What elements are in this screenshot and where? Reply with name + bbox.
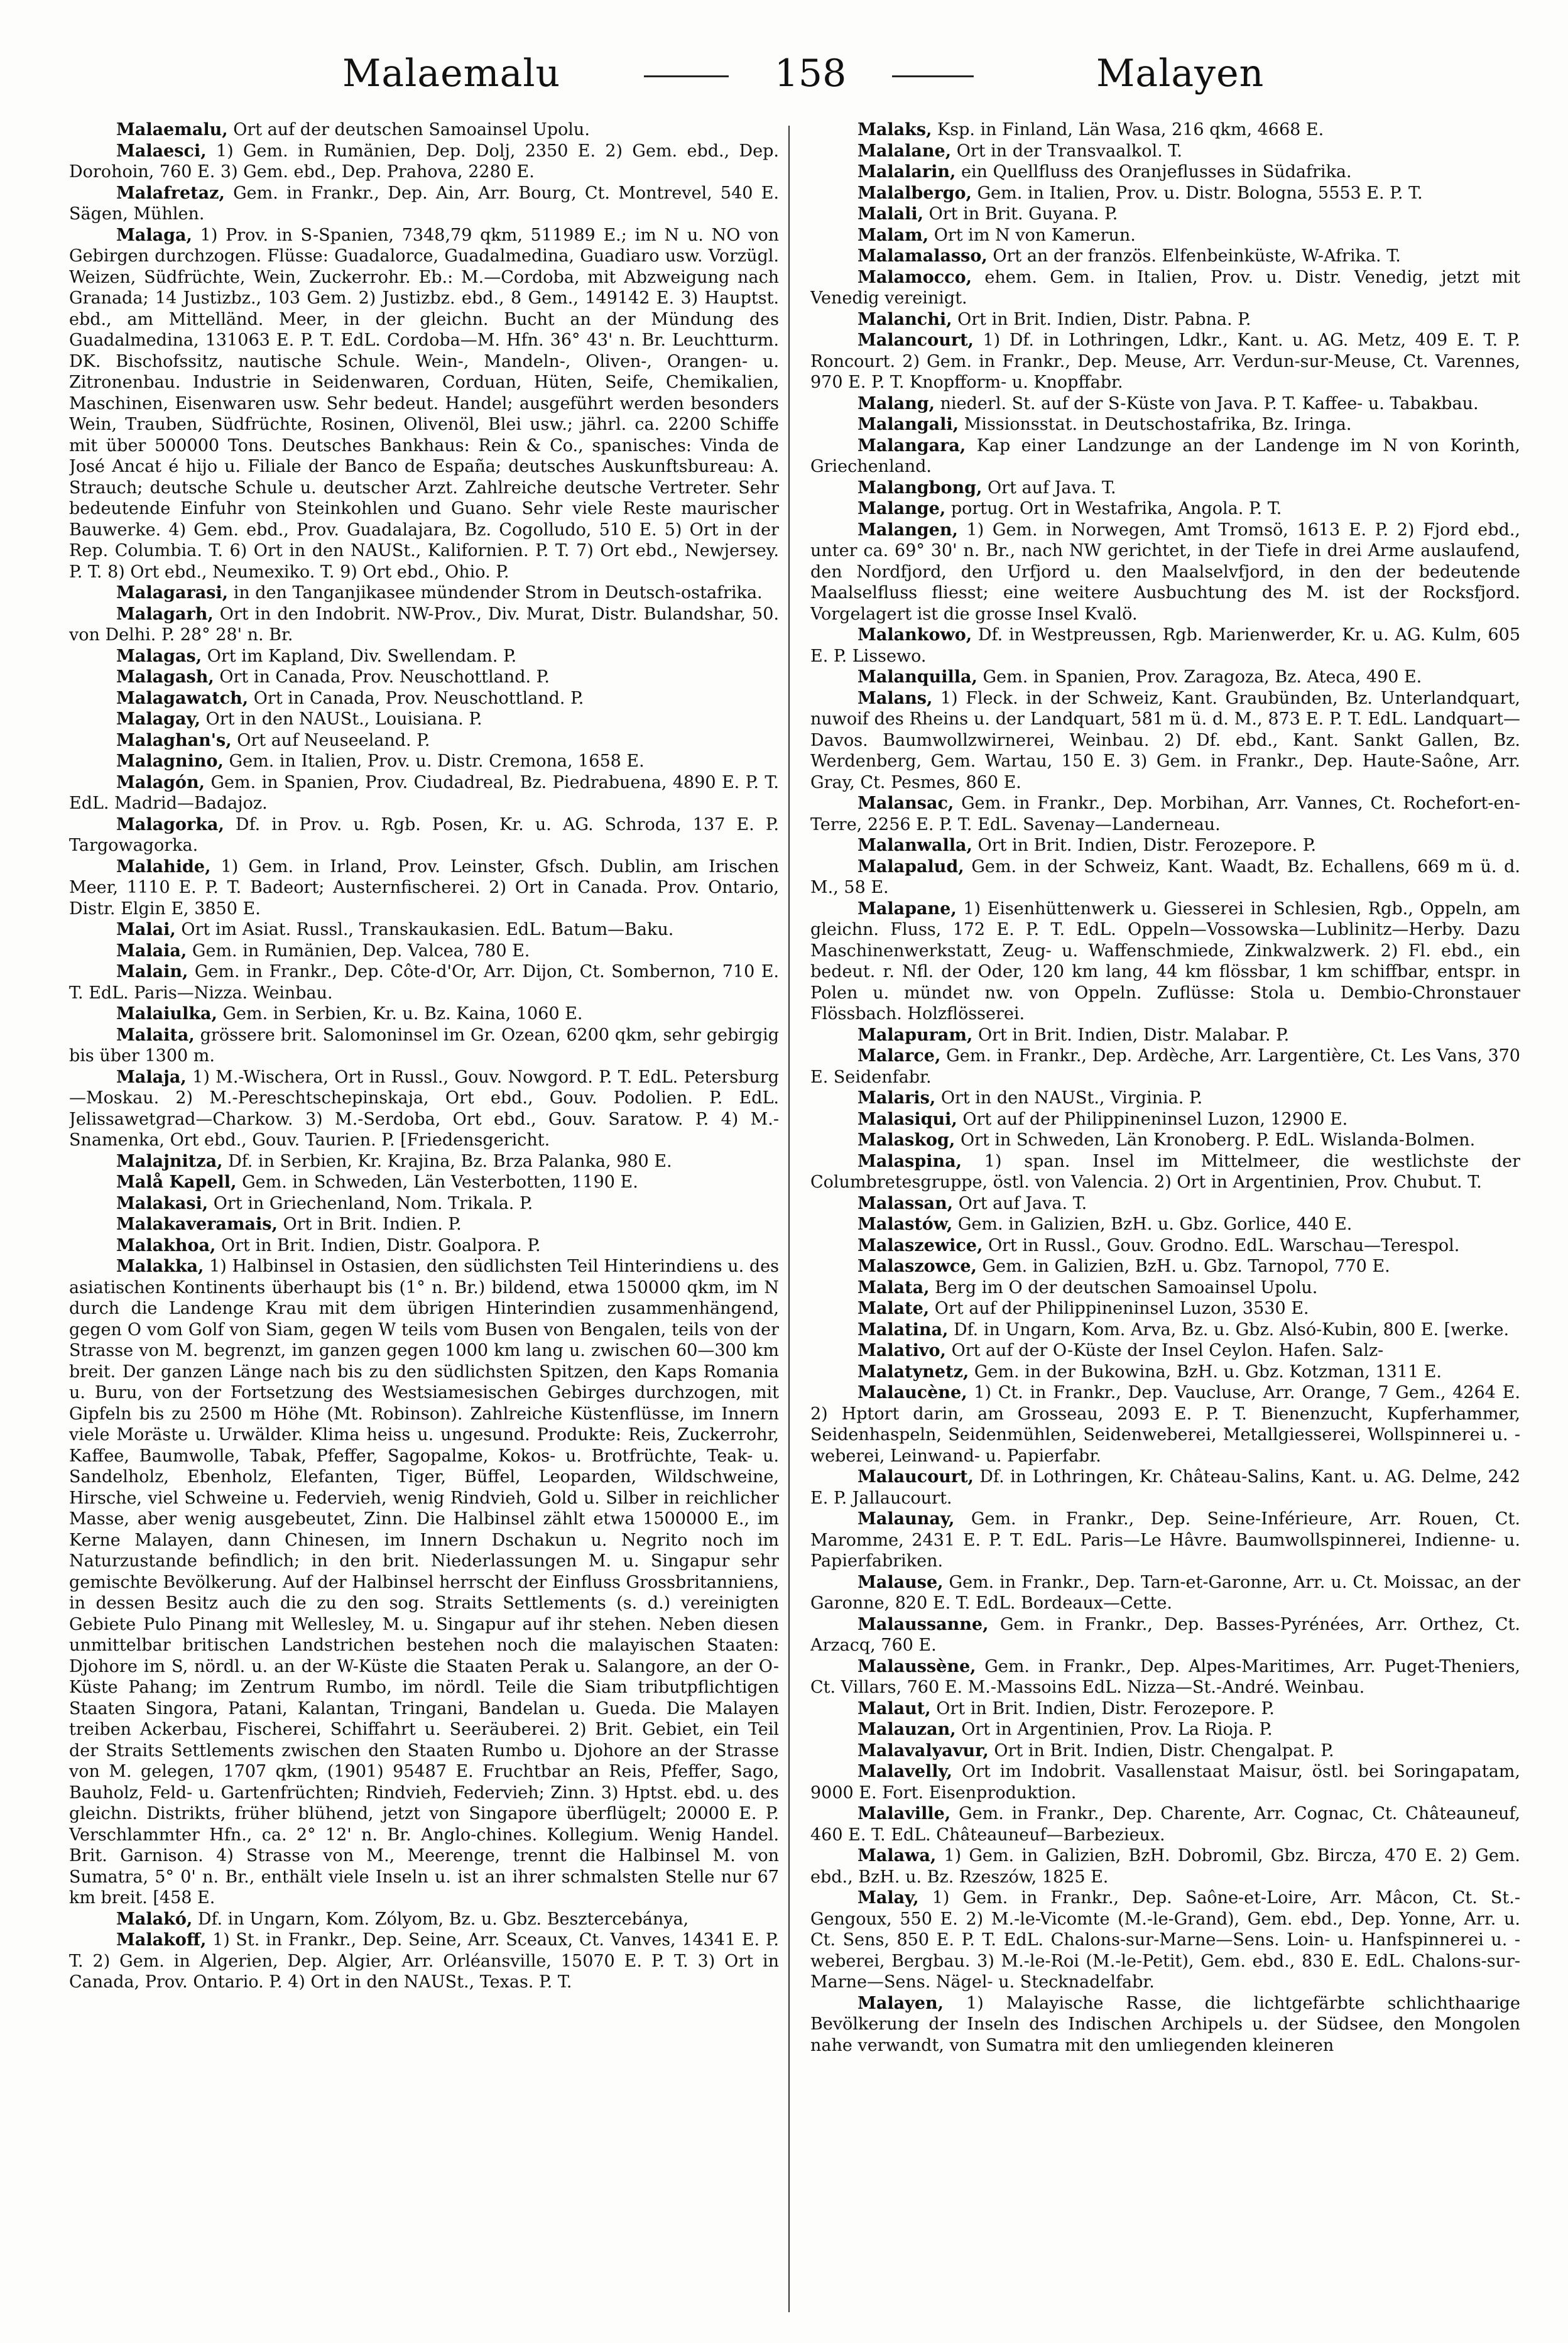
entry-headword: Malaiulka, bbox=[116, 1004, 217, 1024]
entry-text: Ort im Indobrit. Vasallenstaat Maisur, östl. bei Soringapatam, 9000 E. Fort. Eisenproduktion. bbox=[810, 1762, 1520, 1803]
dictionary-entry bbox=[69, 1003, 779, 1025]
page-header bbox=[0, 39, 1568, 108]
entry-text: Ort in Schweden, Län Kronoberg. P. EdL. Wislanda-Bolmen. bbox=[960, 1130, 1476, 1150]
entry-text: niederl. St. auf der S-Küste von Java. P. T. Kaffee- u. Tabakbau. bbox=[940, 393, 1479, 413]
entry-headword: Malaussanne, bbox=[858, 1614, 989, 1634]
entry-text: Ort auf Java. T. bbox=[958, 1193, 1087, 1213]
entry-text: Ort in Griechenland, Nom. Trikala. P. bbox=[213, 1193, 533, 1213]
entry-text: Ort in Canada, Prov. Neuschottland. P. bbox=[219, 667, 550, 687]
entry-text: Gem. in Frankr., Dep. Tarn-et-Garonne, Arr. u. Ct. Moissac, an der Garonne, 820 E. T. EdL. Bordeaux—Cette. bbox=[810, 1572, 1520, 1613]
entry-text: Ort in Brit. Indien, Distr. Chengalpat. P. bbox=[994, 1740, 1334, 1761]
dictionary-entry bbox=[810, 1887, 1520, 1993]
dictionary-entry bbox=[810, 1761, 1520, 1803]
dictionary-entry bbox=[810, 1572, 1520, 1614]
dictionary-entry bbox=[810, 246, 1520, 267]
entry-headword: Malatina, bbox=[858, 1319, 949, 1340]
entry-headword: Malaszowce, bbox=[858, 1257, 977, 1276]
entry-headword: Malalbergo, bbox=[858, 183, 972, 203]
entry-text: Df. in Ungarn, Kom. Arva, Bz. u. Gbz. Alsó-Kubin, 800 E. [werke. bbox=[953, 1319, 1510, 1340]
entry-headword: Malagnino, bbox=[116, 751, 224, 771]
column-divider bbox=[788, 126, 790, 2312]
entry-text: in den Tanganjikasee mündender Strom in Deutsch-ostafrika. bbox=[233, 583, 763, 603]
dictionary-entry bbox=[69, 688, 779, 709]
dictionary-entry bbox=[810, 435, 1520, 478]
entry-text: 1) Gem. in Norwegen, Amt Tromsö, 1613 E. P. 2) Fjord ebd., unter ca. 69° 30' n. Br., nach NW gerichtet, in der Tiefe in drei Arme auslaufend, den Nordfjord, den Urfjord u. den Maalselvfjord, in den der bedeutende Maalselfluss fliesst; eine weitere Ausbuchtung des M. ist der Rocksfjord. Vorgelagert ist die grosse Insel Kvalö. bbox=[810, 520, 1520, 624]
entry-headword: Malaita, bbox=[116, 1025, 195, 1045]
entry-text: 1) Fleck. in der Schweiz, Kant. Graubünden, Bz. Unterlandquart, nuwoif des Rheins u. der Landquart, 581 m ü. d. M., 873 E. P. T. EdL. Landquart—Davos. Baumwollzwirnerei, Weinbau. 2) Df. ebd., Kant. Sankt Gallen, Bz. Werdenberg, Gem. Wartau, 150 E. 3) Gem. in Frankr., Dep. Haute-Saône, Arr. Gray, Ct. Pesmes, 860 E. bbox=[810, 688, 1520, 792]
dictionary-entry bbox=[69, 667, 779, 688]
dictionary-entry bbox=[810, 1614, 1520, 1656]
dictionary-entry bbox=[810, 688, 1520, 794]
entry-headword: Malassan, bbox=[858, 1193, 954, 1213]
entry-headword: Malakka, bbox=[116, 1257, 204, 1276]
dictionary-entry bbox=[810, 1803, 1520, 1845]
entry-headword: Malai, bbox=[116, 920, 176, 939]
entry-text: Ort in Brit. Indien, Distr. Goalpora. P. bbox=[220, 1235, 541, 1255]
dictionary-entry bbox=[810, 309, 1520, 330]
dictionary-entry bbox=[810, 141, 1520, 162]
entry-text: Ort in Brit. Guyana. P. bbox=[928, 204, 1118, 224]
entry-headword: Malaja, bbox=[116, 1067, 187, 1087]
entry-headword: Malangbong, bbox=[858, 478, 983, 498]
entry-headword: Malaskog, bbox=[858, 1130, 956, 1150]
entry-text: Gem. in Rumänien, Dep. Valcea, 780 E. bbox=[192, 941, 530, 961]
entry-text: 1) Df. in Lothringen, Ldkr., Kant. u. AG. Metz, 409 E. T. P. Roncourt. 2) Gem. in Frankr., Dep. Meuse, Arr. Verdun-sur-Meuse, Ct. Varennes, 970 E. P. T. Knopfform- u. Knopffabr. bbox=[810, 330, 1520, 392]
dictionary-entry bbox=[810, 520, 1520, 625]
dictionary-entry bbox=[810, 1298, 1520, 1319]
entry-headword: Malavelly, bbox=[858, 1762, 953, 1781]
entry-headword: Malanquilla, bbox=[858, 667, 977, 687]
entry-headword: Malapane, bbox=[858, 898, 957, 919]
dictionary-entry bbox=[69, 582, 779, 604]
entry-text: Ort in den NAUSt., Louisiana. P. bbox=[205, 709, 482, 729]
entry-headword: Malaris, bbox=[858, 1088, 936, 1108]
entry-text: Ort in Brit. Indien. P. bbox=[283, 1215, 462, 1234]
entry-headword: Malam, bbox=[858, 225, 929, 245]
entry-text: Berg im O der deutschen Samoainsel Upolu. bbox=[935, 1277, 1318, 1297]
entry-text: 1) Gem. in Irland, Prov. Leinster, Gfsch. Dublin, am Irischen Meer, 1110 E. P. T. Badeort; Austernfischerei. 2) Ort in Canada. Prov. Ontario, Distr. Elgin E, 3850 E. bbox=[69, 856, 779, 919]
entry-text: 1) Eisenhüttenwerk u. Giesserei in Schlesien, Rgb., Oppeln, am gleichn. Fluss, 172 E. P. T. EdL. Oppeln—Vossowska—Lublinitz—Herby. Dazu Maschinenwerkstatt, Zeug- u. Waffenschmiede, Zinkwalzwerk. 2) Fl. ebd., ein bedeut. r. Nfl. der Oder, 120 km lang, 44 km flössbar, 1 km schiffbar, entspr. in Polen u. mündet nw. von Oppeln. Zuflüsse: Stola u. Dembio-Chronstauer Flössbach. Holzflösserei. bbox=[810, 898, 1520, 1024]
dictionary-entry bbox=[810, 793, 1520, 835]
entry-text: Gem. in Frankr., Dep. Ain, Arr. Bourg, Ct. Montrevel, 540 E. Sägen, Mühlen. bbox=[69, 183, 779, 224]
entry-headword: Malange, bbox=[858, 499, 946, 518]
dictionary-entry bbox=[69, 772, 779, 814]
entry-text: Ort auf Java. T. bbox=[988, 478, 1116, 498]
entry-text: 1) St. in Frankr., Dep. Seine, Arr. Sceaux, Ct. Vanves, 14341 E. P. T. 2) Gem. in Algerien, Dep. Algier, Arr. Orléansville, 15070 E. P. T. 3) Ort in Canada, Prov. Ontario. P. 4) Ort in den NAUSt., Texas. P. T. bbox=[69, 1930, 779, 1992]
entry-text: Gem. in der Schweiz, Kant. Waadt, Bz. Echallens, 669 m ü. d. M., 58 E. bbox=[810, 856, 1520, 897]
dictionary-entry bbox=[810, 1719, 1520, 1740]
dictionary-entry bbox=[69, 730, 779, 751]
dictionary-entry bbox=[69, 709, 779, 730]
entry-text: Ort auf der Philippineninsel Luzon, 3530 E. bbox=[934, 1299, 1309, 1318]
entry-headword: Malakasi, bbox=[116, 1193, 209, 1213]
header-rule-left bbox=[644, 75, 729, 77]
entry-text: Ort im Asiat. Russl., Transkaukasien. EdL. Batum—Baku. bbox=[181, 920, 674, 939]
dictionary-entry bbox=[810, 1046, 1520, 1088]
entry-headword: Malakó, bbox=[116, 1909, 193, 1929]
dictionary-entry bbox=[810, 478, 1520, 499]
entry-text: Ksp. in Finland, Län Wasa, 216 qkm, 4668 E. bbox=[937, 120, 1324, 139]
entry-text: Ort auf der Philippineninsel Luzon, 12900 E. bbox=[962, 1109, 1348, 1129]
dictionary-entry bbox=[810, 204, 1520, 225]
entry-headword: Malate, bbox=[858, 1299, 930, 1318]
dictionary-entry bbox=[69, 814, 779, 856]
entry-text: 1) span. Insel im Mittelmeer, die westlichste der Columbretesgruppe, östl. von Valencia. 2) Ort in Argentinien, Prov. Chubut. T. bbox=[810, 1151, 1520, 1192]
dictionary-entry bbox=[810, 1993, 1520, 2056]
entry-text: Gem. in Spanien, Prov. Ciudadreal, Bz. Piedrabuena, 4890 E. P. T. EdL. Madrid—Badajoz. bbox=[69, 772, 779, 813]
entry-headword: Malaspina, bbox=[858, 1151, 962, 1171]
entry-headword: Malanwalla, bbox=[858, 836, 972, 855]
entry-text: Ort in Brit. Indien, Distr. Malabar. P. bbox=[977, 1025, 1290, 1045]
entry-headword: Malapalud, bbox=[858, 856, 964, 877]
entry-headword: Malagorka, bbox=[116, 814, 224, 834]
entry-text: 1) Halbinsel in Ostasien, den südlichsten Teil Hinterindiens u. des asiatischen Kontinents überhaupt bis (1° n. Br.) bildend, etwa 150000 qkm, im N durch die Landenge Krau mit dem übrigen Hinterindien zusammenhängend, gegen O vom Golf von Siam, gegen W teils vom Busen von Bengalen, teils von der Strasse von M. begrenzt, im ganzen gegen 1000 km lang u. zwischen 60—300 km breit. Der ganzen Länge nach bis zu den südlichsten Spitzen, den Kaps Romania u. Buru, von der Fortsetzung des Westsiamesischen Gebirges durchzogen, mit Gipfeln bis zu 2500 m Höhe (Mt. Robinson). Zahlreiche Küstenflüsse, im Innern viele Moräste u. Urwälder. Klima heiss u. ungesund. Produkte: Reis, Zuckerrohr, Kaffee, Baumwolle, Tabak, Pfeffer, Sagopalme, Kokos- u. Brotfrüchte, Teak- u. Sandelholz, Ebenholz, Elefanten, Tiger, Büffel, Leoparden, Wildschweine, Hirsche, viel Schweine u. Federvieh, wenig Rindvieh, Gold u. Silber in reichlicher Masse, aber wenig ausgebeutet, Zinn. Die Halbinsel zählt etwa 1500000 E., im Kerne Malayen, dann Chinesen, im Innern Dschakun u. Negrito noch im Naturzustande befindlich; in den brit. Niederlassungen M. u. Singapur sehr gemischte Bevölkerung. Auf der Halbinsel herrscht der Einfluss Grossbritanniens, in dessen Besitz auch die zu den sog. Straits Settlements (s. d.) vereinigten Gebiete Pulo Pinang mit Wellesley, M. u. Singapur auf ihr stehen. Neben diesen unmittelbar britischen Landstrichen bestehen noch die malayischen Staaten: Djohore im S, nördl. u. an der W-Küste die Staaten Perak u. Salangore, an der O-Küste Pahang; im Zentrum Rumbo, im nördl. Teile die Siam tributpflichtigen Staaten Singora, Patani, Kalantan, Tringani, Bandelan u. Gueda. Die Malayen treiben Ackerbau, Fischerei, Schiffahrt u. Seeräuberei. 2) Brit. Gebiet, ein Teil der Straits Settlements zwischen den Staaten Rumbo u. Djohore an der Strasse von M. gelegen, 1707 qkm, (1901) 95487 E. Fruchtbar an Reis, Pfeffer, Sago, Bauholz, Feld- u. Gartenfrüchten; Rindvieh, Federvieh; Zinn. 3) Hptst. ebd. u. des gleichn. Distrikts, früher blühend, jetzt von Singapore überflügelt; 20000 E. P. Verschlammter Hfn., ca. 2° 12' n. Br. Anglo-chines. Kollegium. Wenig Handel. Brit. Garnison. 4) Strasse von M., Meerenge, trennt die Halbinsel M. von Sumatra, 5° 0' n. Br., enthält viele Inseln u. ist an ihrer schmalsten Stelle nur 67 km breit. [458 E. bbox=[69, 1257, 779, 1908]
entry-text: 1) M.-Wischera, Ort in Russl., Gouv. Nowgord. P. T. EdL. Petersburg—Moskau. 2) M.-Pereschtschepinskaja, Ort ebd., Gouv. Podolien. P. EdL. Jelissawetgrad—Charkow. 3) M.-Serdoba, Ort ebd., Gouv. Saratow. P. 4) M.-Snamenka, Ort ebd., Gouv. Taurien. P. [Friedensgericht. bbox=[69, 1067, 779, 1150]
right-column bbox=[810, 119, 1520, 2318]
dictionary-entry bbox=[810, 1088, 1520, 1109]
entry-headword: Malajnitza, bbox=[116, 1151, 223, 1171]
dictionary-entry bbox=[69, 1214, 779, 1235]
entry-headword: Malalane, bbox=[858, 141, 952, 161]
entry-text: Df. in Prov. u. Rgb. Posen, Kr. u. AG. Schroda, 137 E. P. Targowagorka. bbox=[69, 814, 779, 855]
entry-headword: Malasiqui, bbox=[858, 1109, 957, 1129]
entry-headword: Malativo, bbox=[858, 1341, 946, 1360]
entry-headword: Malayen, bbox=[858, 1993, 944, 2013]
entry-headword: Malangali, bbox=[858, 415, 959, 434]
dictionary-entry bbox=[810, 1277, 1520, 1299]
dictionary-entry bbox=[69, 1909, 779, 1930]
entry-headword: Malavalyavur, bbox=[858, 1740, 989, 1761]
entry-headword: Malatynetz, bbox=[858, 1362, 969, 1382]
entry-text: Ort auf Neuseeland. P. bbox=[237, 730, 430, 750]
dictionary-entry bbox=[810, 1466, 1520, 1509]
dictionary-entry bbox=[69, 604, 779, 646]
entry-headword: Malagas, bbox=[116, 646, 202, 666]
entry-text: Gem. in Galizien, BzH. u. Gbz. Tarnopol, 770 E. bbox=[982, 1257, 1390, 1276]
entry-text: 1) Ct. in Frankr., Dep. Vaucluse, Arr. Orange, 7 Gem., 4264 E. 2) Hptort darin, am Grosseau, 2093 E. P. T. Bienenzucht, Kupferhammer, Seidenhaspeln, Seidenmühlen, Seidenweberei, Metallgiesserei, Wollspinnerei u. -weberei, Leinwand- u. Papierfabr. bbox=[810, 1383, 1520, 1466]
left-column bbox=[69, 119, 779, 2318]
entry-headword: Malaesci, bbox=[116, 141, 207, 161]
entry-headword: Malansac, bbox=[858, 794, 954, 813]
entry-text: Ort in Russl., Gouv. Grodno. EdL. Warschau—Terespol. bbox=[988, 1235, 1460, 1255]
dictionary-entry bbox=[810, 1151, 1520, 1193]
entry-text: Gem. in Galizien, BzH. u. Gbz. Gorlice, 440 E. bbox=[957, 1215, 1353, 1234]
entry-headword: Malagarh, bbox=[116, 604, 214, 624]
entry-text: portug. Ort in Westafrika, Angola. P. T. bbox=[950, 499, 1282, 518]
dictionary-entry bbox=[810, 1109, 1520, 1130]
entry-text: Missionsstat. in Deutschostafrika, Bz. Iringa. bbox=[964, 415, 1352, 434]
dictionary-entry bbox=[810, 330, 1520, 393]
dictionary-entry bbox=[810, 1698, 1520, 1720]
entry-headword: Malagash, bbox=[116, 667, 214, 687]
dictionary-entry bbox=[69, 141, 779, 183]
dictionary-entry bbox=[69, 1930, 779, 1993]
entry-text: Gem. in Frankr., Dep. Charente, Arr. Cognac, Ct. Châteauneuf, 460 E. T. EdL. Châteauneuf—Barbezieux. bbox=[810, 1804, 1520, 1845]
entry-text: Gem. in Spanien, Prov. Zaragoza, Bz. Ateca, 490 E. bbox=[983, 667, 1422, 687]
entry-text: Gem. in Frankr., Dep. Ardèche, Arr. Largentière, Ct. Les Vans, 370 E. Seidenfabr. bbox=[810, 1046, 1520, 1087]
entry-headword: Malaucène, bbox=[858, 1383, 967, 1402]
entry-headword: Malastów, bbox=[858, 1215, 953, 1234]
entry-headword: Malata, bbox=[858, 1277, 930, 1297]
dictionary-entry bbox=[810, 414, 1520, 435]
entry-headword: Malaut, bbox=[858, 1698, 931, 1718]
entry-text: ehem. Gem. in Italien, Prov. u. Distr. Venedig, jetzt mit Venedig vereinigt. bbox=[810, 267, 1520, 308]
entry-headword: Malali, bbox=[858, 204, 924, 224]
entry-text: Ort in den Indobrit. NW-Prov., Div. Murat, Distr. Bulandshar, 50. von Delhi. P. 28° 28' n. Br. bbox=[69, 604, 779, 645]
page-number: 158 bbox=[774, 52, 847, 96]
entry-headword: Malaghan's, bbox=[116, 730, 232, 750]
dictionary-entry bbox=[810, 1382, 1520, 1466]
dictionary-entry bbox=[810, 1340, 1520, 1362]
entry-headword: Malaga, bbox=[116, 225, 192, 245]
entry-text: Gem. in Italien, Prov. u. Distr. Bologna, 5553 E. P. T. bbox=[977, 183, 1423, 203]
dictionary-entry bbox=[810, 1256, 1520, 1277]
dictionary-entry bbox=[69, 225, 779, 583]
entry-headword: Malain, bbox=[116, 962, 188, 981]
header-last-entry: Malayen bbox=[1096, 52, 1265, 96]
dictionary-entry bbox=[810, 1656, 1520, 1698]
entry-text: Ort in Brit. Indien, Distr. Ferozepore. P. bbox=[936, 1698, 1275, 1718]
dictionary-entry bbox=[69, 919, 779, 941]
dictionary-entry bbox=[810, 1319, 1520, 1341]
entry-headword: Malagón, bbox=[116, 772, 205, 792]
entry-headword: Malakoff, bbox=[116, 1930, 207, 1950]
entry-text: Ort in der Transvaalkol. T. bbox=[956, 141, 1182, 161]
entry-text: Ort im Kapland, Div. Swellendam. P. bbox=[207, 646, 517, 666]
entry-text: Ort auf der deutschen Samoainsel Upolu. bbox=[233, 120, 590, 139]
entry-headword: Malaussène, bbox=[858, 1656, 976, 1676]
entry-text: ein Quellfluss des Oranjeflusses in Südafrika. bbox=[961, 162, 1352, 182]
dictionary-entry bbox=[810, 1130, 1520, 1151]
dictionary-entry bbox=[69, 1235, 779, 1257]
entry-text: Gem. in Frankr., Dep. Alpes-Maritimes, Arr. Puget-Theniers, Ct. Villars, 760 E. M.-Massoins EdL. Nizza—St.-André. Weinbau. bbox=[810, 1656, 1520, 1697]
entry-text: Df. in Lothringen, Kr. Château-Salins, Kant. u. AG. Delme, 242 E. P. Jallaucourt. bbox=[810, 1467, 1520, 1508]
dictionary-entry bbox=[69, 1151, 779, 1172]
dictionary-entry bbox=[810, 1509, 1520, 1572]
dictionary-entry bbox=[810, 856, 1520, 898]
dictionary-entry bbox=[810, 393, 1520, 415]
dictionary-entry bbox=[810, 1362, 1520, 1383]
entry-text: Ort in Canada, Prov. Neuschottland. P. bbox=[253, 688, 584, 708]
entry-headword: Malaia, bbox=[116, 941, 187, 961]
entry-text: Ort in den NAUSt., Virginia. P. bbox=[940, 1088, 1203, 1108]
entry-headword: Malause, bbox=[858, 1572, 944, 1592]
entry-headword: Malaks, bbox=[858, 120, 932, 139]
dictionary-entry bbox=[69, 856, 779, 920]
entry-text: Ort in Brit. Indien, Distr. Pabna. P. bbox=[957, 309, 1251, 329]
entry-headword: Malagarasi, bbox=[116, 583, 229, 603]
dictionary-entry bbox=[69, 1256, 779, 1909]
dictionary-entry bbox=[810, 161, 1520, 183]
entry-text: Df. in Westpreussen, Rgb. Marienwerder, Kr. u. AG. Kulm, 605 E. P. Lissewo. bbox=[810, 625, 1520, 666]
entry-headword: Malapuram, bbox=[858, 1025, 973, 1045]
entry-text: Ort im N von Kamerun. bbox=[934, 225, 1136, 245]
entry-headword: Malamocco, bbox=[858, 267, 972, 287]
entry-headword: Malaemalu, bbox=[116, 120, 228, 139]
entry-headword: Malarce, bbox=[858, 1046, 941, 1066]
entry-headword: Malakhoa, bbox=[116, 1235, 216, 1255]
entry-headword: Malankowo, bbox=[858, 625, 972, 645]
entry-text: Gem. in der Bukowina, BzH. u. Gbz. Kotzman, 1311 E. bbox=[974, 1362, 1442, 1382]
entry-text: Ort an der französ. Elfenbeinküste, W-Afrika. T. bbox=[993, 246, 1401, 266]
entry-headword: Malauzan, bbox=[858, 1720, 956, 1739]
dictionary-entry bbox=[810, 267, 1520, 309]
entry-text: 1) Gem. in Galizien, BzH. Dobromil, Gbz. Bircza, 470 E. 2) Gem. ebd., BzH. u. Bz. Rzeszów, 1825 E. bbox=[810, 1846, 1520, 1887]
entry-text: 1) Malayische Rasse, die lichtgefärbte schlichthaarige Bevölkerung der Inseln des Indischen Archipels u. der Südsee, den Mongolen nahe verwandt, von Sumatra mit den umliegenden kleineren bbox=[810, 1993, 1520, 2055]
entry-headword: Malagawatch, bbox=[116, 688, 249, 708]
dictionary-entry bbox=[810, 1740, 1520, 1762]
dictionary-entry bbox=[69, 1067, 779, 1151]
entry-headword: Malahide, bbox=[116, 856, 211, 877]
entry-headword: Malay, bbox=[858, 1888, 919, 1908]
entry-headword: Malang, bbox=[858, 393, 935, 413]
entry-text: Gem. in Frankr., Dep. Morbihan, Arr. Vannes, Ct. Rochefort-en-Terre, 2256 E. P. T. EdL. Savenay—Landerneau. bbox=[810, 794, 1520, 834]
dictionary-entry bbox=[810, 498, 1520, 520]
entry-headword: Malaunay, bbox=[858, 1509, 955, 1529]
entry-headword: Malafretaz, bbox=[116, 183, 225, 203]
entry-headword: Malakaveramais, bbox=[116, 1215, 278, 1234]
entry-text: Kap einer Landzunge an der Landenge im N von Korinth, Griechenland. bbox=[810, 435, 1520, 476]
entry-headword: Malangen, bbox=[858, 520, 958, 540]
entry-text: Gem. in Italien, Prov. u. Distr. Cremona, 1658 E. bbox=[229, 751, 645, 771]
entry-text: Ort auf der O-Küste der Insel Ceylon. Hafen. Salz- bbox=[951, 1341, 1384, 1360]
dictionary-entry bbox=[810, 1025, 1520, 1046]
entry-text: Df. in Serbien, Kr. Krajina, Bz. Brza Palanka, 980 E. bbox=[228, 1151, 672, 1171]
entry-text: 1) Gem. in Rumänien, Dep. Dolj, 2350 E. 2) Gem. ebd., Dep. Dorohoin, 760 E. 3) Gem. ebd., Dep. Prahova, 2280 E. bbox=[69, 141, 779, 182]
dictionary-entry bbox=[810, 625, 1520, 667]
dictionary-entry bbox=[69, 119, 779, 141]
dictionary-entry bbox=[69, 646, 779, 667]
dictionary-entry bbox=[810, 1845, 1520, 1887]
dictionary-entry bbox=[69, 1193, 779, 1215]
dictionary-entry bbox=[810, 898, 1520, 1025]
entry-text: grössere brit. Salomoninsel im Gr. Ozean, 6200 qkm, sehr gebirgig bis über 1300 m. bbox=[69, 1025, 779, 1066]
dictionary-entry bbox=[810, 1214, 1520, 1235]
header-first-entry: Malaemalu bbox=[342, 52, 561, 96]
entry-text: Gem. in Schweden, Län Vesterbotten, 1190 E. bbox=[242, 1172, 638, 1192]
entry-text: Gem. in Frankr., Dep. Basses-Pyrénées, Arr. Orthez, Ct. Arzacq, 760 E. bbox=[810, 1614, 1520, 1655]
entry-text: Ort in Brit. Indien, Distr. Ferozepore. P. bbox=[977, 836, 1317, 855]
entry-text: 1) Prov. in S-Spanien, 7348,79 qkm, 511989 E.; im N u. NO von Gebirgen durchzogen. Flüsse: Guadalorce, Guadalmedina, Guadiaro usw. Vorzügl. Weizen, Südfrüchte, Wein, Zuckerrohr. Eb.: M.—Cordoba, mit Abzweigung nach Granada; 14 Justizbz., 103 Gem. 2) Justizbz. ebd., 8 Gem., 149142 E. 3) Hauptst. ebd., am Mittelländ. Meer, in der gleichn. Bucht an der Mündung des Guadalmedina, 131063 E. P. T. EdL. Cordoba—M. Hfn. 36° 43' n. Br. Leuchtturm. DK. Bischofssitz, nautische Schule. Wein-, Mandeln-, Oliven-, Orangen- u. Zitronenbau. Industrie in Seidenwaren, Corduan, Hüten, Seife, Chemikalien, Maschinen, Eisenwaren usw. Sehr bedeut. Handel; ausgeführt werden besonders Wein, Trauben, Südfrüchte, Rosinen, Olivenöl, Blei usw.; jährl. ca. 2200 Schiffe mit über 500000 Tons. Deutsches Bankhaus: Rein & Co., spanisches: Vinda de José Ancat é hijo u. Filiale der Banco de España; deutsches Auskunftsbureau: A. Strauch; deutsche Schule u. deutscher Arzt. Zahlreiche deutsche Vertreter. Sehr bedeutende Einfuhr von Steinkohlen und Guano. Sehr viele Reste maurischer Bauwerke. 4) Gem. ebd., Prov. Guadalajara, Bz. Cogolludo, 510 E. 5) Ort in der Rep. Columbia. T. 6) Ort in den NAUSt., Kalifornien. P. T. 7) Ort ebd., Newjersey. P. T. 8) Ort ebd., Neumexiko. T. 9) Ort ebd., Ohio. P. bbox=[69, 225, 779, 582]
dictionary-entry bbox=[810, 667, 1520, 688]
dictionary-entry bbox=[810, 225, 1520, 246]
entry-text: Gem. in Frankr., Dep. Seine-Inférieure, Arr. Rouen, Ct. Maromme, 2431 E. P. T. EdL. Paris—Le Hâvre. Baumwollspinnerei, Indienne- u. Papierfabriken. bbox=[810, 1509, 1520, 1571]
entry-text: 1) Gem. in Frankr., Dep. Saône-et-Loire, Arr. Mâcon, Ct. St.-Gengoux, 550 E. 2) M.-le-Vicomte (M.-le-Grand), Gem. ebd., Dep. Yonne, Arr. u. Ct. Sens, 850 E. P. T. EdL. Chalons-sur-Marne—Sens. Loin- u. Hanfspinnerei u. -weberei, Bergbau. 3) M.-le-Roi (M.-le-Petit), Gem. ebd., 830 E. EdL. Chalons-sur-Marne—Sens. Nägel- u. Stecknadelfabr. bbox=[810, 1888, 1520, 1992]
entry-headword: Malanchi, bbox=[858, 309, 952, 329]
entry-headword: Malaszewice, bbox=[858, 1235, 983, 1255]
entry-headword: Malå Kapell, bbox=[116, 1172, 237, 1192]
entry-text: Gem. in Serbien, Kr. u. Bz. Kaina, 1060 E. bbox=[222, 1004, 583, 1024]
header-rule-right bbox=[892, 75, 974, 77]
entry-text: Df. in Ungarn, Kom. Zólyom, Bz. u. Gbz. Besztercebánya, bbox=[197, 1909, 689, 1929]
entry-headword: Malaucourt, bbox=[858, 1467, 974, 1487]
entry-headword: Malancourt, bbox=[858, 330, 974, 350]
dictionary-entry bbox=[69, 941, 779, 962]
entry-headword: Malamalasso, bbox=[858, 246, 988, 266]
entry-headword: Malagay, bbox=[116, 709, 201, 729]
dictionary-entry bbox=[810, 1235, 1520, 1257]
dictionary-entry bbox=[810, 119, 1520, 141]
dictionary-entry bbox=[810, 1193, 1520, 1215]
dictionary-entry bbox=[810, 183, 1520, 204]
dictionary-entry bbox=[69, 183, 779, 225]
entry-headword: Malalarin, bbox=[858, 162, 956, 182]
entry-headword: Malangara, bbox=[858, 435, 966, 456]
entry-headword: Malawa, bbox=[858, 1846, 937, 1865]
dictionary-entry bbox=[810, 835, 1520, 856]
dictionary-entry bbox=[69, 1172, 779, 1193]
entry-text: Gem. in Frankr., Dep. Côte-d'Or, Arr. Dijon, Ct. Sombernon, 710 E. T. EdL. Paris—Nizza. Weinbau. bbox=[69, 962, 779, 1003]
dictionary-entry bbox=[69, 1025, 779, 1067]
entry-headword: Malaville, bbox=[858, 1804, 951, 1823]
entry-text: Ort in Argentinien, Prov. La Rioja. P. bbox=[961, 1720, 1273, 1739]
dictionary-entry bbox=[69, 961, 779, 1003]
entry-headword: Malans, bbox=[858, 688, 933, 708]
dictionary-entry bbox=[69, 751, 779, 772]
